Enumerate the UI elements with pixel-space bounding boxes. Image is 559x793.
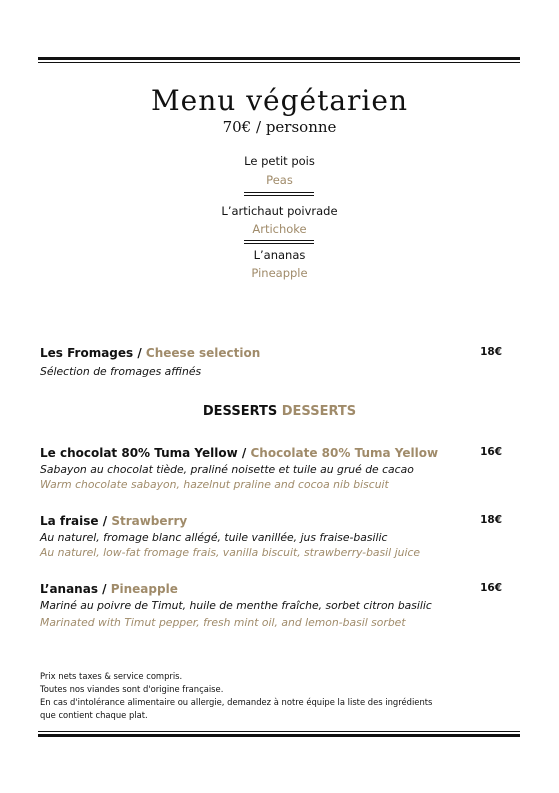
dessert-desc-en: Marinated with Timut pepper, fresh mint oil, and lemon-basil sorbet [40,616,406,629]
course-3-en: Pineapple [251,266,308,280]
course-divider [244,240,314,241]
course-1-en: Peas [266,173,293,187]
note-line: que contient chaque plat. [40,710,148,720]
dessert-item [40,514,502,559]
note-line: Toutes nos viandes sont d'origine française. [40,684,224,694]
dessert-title-fr: La fraise / [40,514,108,528]
dessert-item [40,446,502,491]
note-line: En cas d'intolérance alimentaire ou allergie, demandez à notre équipe la liste des ingrédients [40,697,433,707]
menu-price: 70€ / personne [222,118,337,136]
course-3-fr: L’ananas [253,248,306,262]
dessert-desc-en: Warm chocolate sabayon, hazelnut praline and cocoa nib biscuit [40,478,389,491]
course-2-fr: L’artichaut poivrade [221,204,338,218]
dessert-desc-fr: Mariné au poivre de Timut, huile de menthe fraîche, sorbet citron basilic [40,599,432,612]
dessert-price: 16€ [480,446,502,458]
bottom-rule-thick [38,734,520,737]
desserts-heading [0,404,559,419]
legal-notes [40,670,432,722]
dessert-desc-en: Au naturel, low-fat fromage frais, vanilla biscuit, strawberry-basil juice [40,546,421,559]
menu-title: Menu végétarien [151,84,408,117]
desserts-heading-en: DESSERTS [281,404,357,419]
dessert-title-en: Pineapple [110,582,178,596]
top-rule-thick [38,57,520,60]
dessert-price: 18€ [480,514,502,526]
dessert-title-fr: Le chocolat 80% Tuma Yellow / [40,446,247,460]
cheese-price: 18€ [480,346,502,358]
desserts-heading-fr: DESSERTS [202,404,278,419]
dessert-desc-fr: Au naturel, fromage blanc allégé, tuile vanillée, jus fraise-basilic [40,531,388,544]
dessert-price: 16€ [480,582,502,594]
bottom-rule-thin [38,731,520,732]
cheese-item [40,346,502,378]
dessert-title-fr: L’ananas / [40,582,107,596]
course-2-en: Artichoke [252,222,307,236]
cheese-title-fr: Les Fromages / [40,346,142,360]
dessert-desc-fr: Sabayon au chocolat tiède, praliné noisette et tuile au grué de cacao [40,463,414,476]
dessert-title-en: Strawberry [111,514,188,528]
top-rule-thin [38,62,520,63]
cheese-desc-fr: Sélection de fromages affinés [40,365,202,378]
course-divider [244,192,314,193]
course-divider [244,195,314,196]
cheese-title-en: Cheese selection [145,346,261,360]
course-divider [244,243,314,244]
course-1-fr: Le petit pois [244,154,315,168]
dessert-item [40,582,502,629]
note-line: Prix nets taxes & service compris. [40,671,183,681]
dessert-title-en: Chocolate 80% Tuma Yellow [250,446,439,460]
